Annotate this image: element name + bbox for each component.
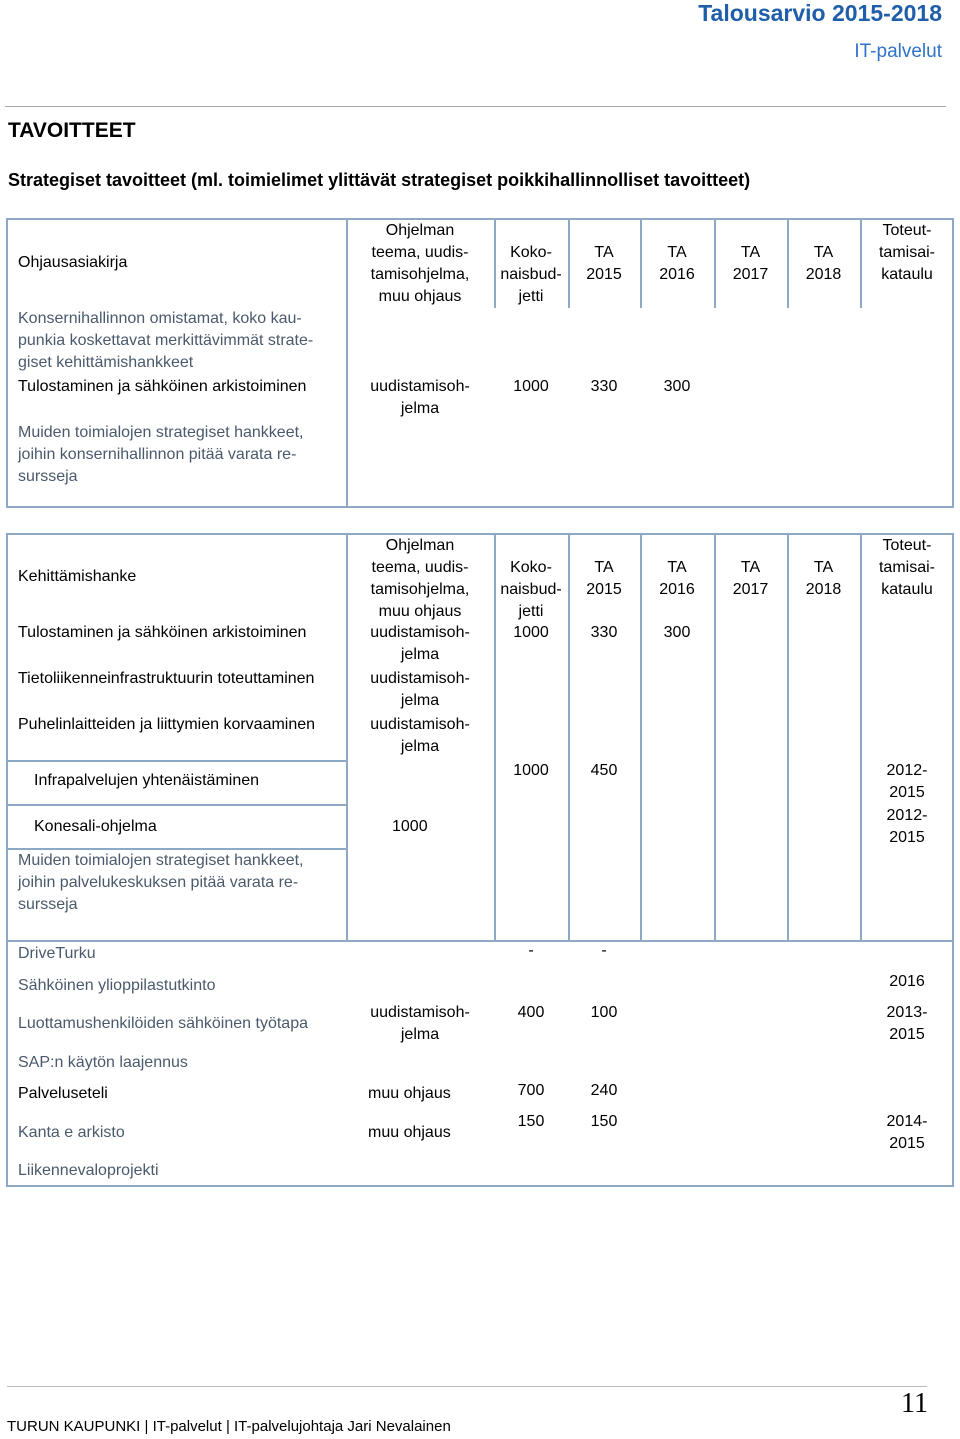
list-item-name: Sähköinen ylioppilastutkinto xyxy=(18,977,216,994)
table-row-timeline: 2012- 2015 xyxy=(886,762,928,801)
page-footer: TURUN KAUPUNKI | IT-palvelut | IT-palvelujohtaja Jari Nevalainen xyxy=(7,1418,451,1435)
list-item-name: SAP:n käytön laajennus xyxy=(18,1054,188,1071)
table-row-name: Puhelinlaitteiden ja liittymien korvaaminen xyxy=(18,716,316,733)
header-ta2016: TA 2016 xyxy=(659,244,695,283)
list-item-program: muu ohjaus xyxy=(368,1085,451,1102)
table-row-program: uudistamisoh- jelma xyxy=(370,670,470,709)
table-development-projects xyxy=(6,533,954,1187)
header-ta2017: TA 2017 xyxy=(732,559,769,598)
other-projects-label: Muiden toimialojen strategiset hankkeet, joihin palvelukeskuksen pitää varata re- sursseja xyxy=(18,852,304,913)
header-total-budget: Koko- naisbud- jetti xyxy=(500,559,562,620)
list-item-timeline: 2016 xyxy=(889,973,925,990)
list-item-timeline: 2013- 2015 xyxy=(886,1004,928,1043)
table-row-name: Konesali-ohjelma xyxy=(34,818,157,835)
table-strategic-goals xyxy=(6,218,954,508)
list-item-name: Palveluseteli xyxy=(18,1085,108,1102)
header-kehittamishanke: Kehittämishanke xyxy=(18,568,137,585)
document-title: Talousarvio 2015-2018 xyxy=(698,0,942,26)
row-divider xyxy=(8,940,952,942)
list-item-name: Luottamushenkilöiden sähköinen työtapa xyxy=(18,1015,308,1032)
row-ta2015: 330 xyxy=(590,378,618,395)
header-ta2015: TA 2015 xyxy=(586,244,622,283)
footer-label-other: Muiden toimialojen strategiset hankkeet, joihin konsernihallinnon pitää varata re- sursseja xyxy=(18,424,304,485)
list-item-name: Liikennevaloprojekti xyxy=(18,1162,159,1179)
list-item-total: 700 xyxy=(517,1082,545,1099)
list-item-program: muu ohjaus xyxy=(368,1124,451,1141)
header-timeline: Toteut- tamisai- kataulu xyxy=(878,222,935,283)
footer-divider xyxy=(7,1386,927,1387)
header-ohjausasiakirja: Ohjausasiakirja xyxy=(18,254,128,271)
table-row-ta2015: 450 xyxy=(590,762,618,779)
list-item-ta2015: - xyxy=(601,942,607,959)
table-row-total: 1000 xyxy=(513,762,549,779)
table-row-timeline: 2012- 2015 xyxy=(886,807,928,846)
list-item-name: DriveTurku xyxy=(18,945,96,962)
section-subheading: Strategiset tavoitteet (ml. toimielimet ylittävät strategiset poikkihallinnolliset tavoitteet) xyxy=(8,170,751,190)
header-total-budget: Koko- naisbud- jetti xyxy=(500,244,562,305)
row-program: uudistamisoh- jelma xyxy=(370,378,470,417)
table-row-name: Infrapalvelujen yhtenäistäminen xyxy=(34,772,260,789)
header-divider xyxy=(5,106,946,107)
header-ta2018: TA 2018 xyxy=(805,559,842,598)
header-ta2018: TA 2018 xyxy=(805,244,842,283)
table-row-ta2015: 330 xyxy=(590,624,618,641)
list-item-name: Kanta e arkisto xyxy=(18,1124,125,1141)
page-number: 11 xyxy=(901,1388,928,1419)
table-row-program: uudistamisoh- jelma xyxy=(370,624,470,663)
table-row-program: uudistamisoh- jelma xyxy=(370,716,470,755)
table-row-name: Tietoliikenneinfrastruktuurin toteuttaminen xyxy=(18,670,315,687)
row-total: 1000 xyxy=(513,378,549,395)
list-item-total: - xyxy=(528,942,534,959)
header-timeline: Toteut- tamisai- kataulu xyxy=(878,537,935,598)
table-row-name: Tulostaminen ja sähköinen arkistoiminen xyxy=(18,624,307,641)
header-ta2016: TA 2016 xyxy=(659,559,695,598)
list-item-ta2015: 240 xyxy=(590,1082,618,1099)
header-ta2015: TA 2015 xyxy=(586,559,622,598)
row-divider xyxy=(8,760,346,762)
list-item-program: uudistamisoh- jelma xyxy=(370,1004,470,1043)
header-program: Ohjelman teema, uudis- tamisohjelma, muu ohjaus xyxy=(370,537,470,620)
list-item-total: 400 xyxy=(517,1004,545,1021)
list-item-ta2015: 150 xyxy=(590,1113,618,1130)
row-ta2016: 300 xyxy=(663,378,691,395)
header-ta2017: TA 2017 xyxy=(732,244,769,283)
table-row-ta2016: 300 xyxy=(663,624,691,641)
row-name: Tulostaminen ja sähköinen arkistoiminen xyxy=(18,378,307,395)
header-program: Ohjelman teema, uudis- tamisohjelma, muu ohjaus xyxy=(370,222,470,305)
section-label-konserni: Konsernihallinnon omistamat, koko kau- punkia koskettavat merkittävimmät strate- giset kehittämishankkeet xyxy=(18,310,314,371)
document-subtitle: IT-palvelut xyxy=(854,41,942,62)
list-item-ta2015: 100 xyxy=(590,1004,618,1021)
list-item-timeline: 2014- 2015 xyxy=(886,1113,928,1152)
list-item-total: 150 xyxy=(517,1113,545,1130)
row-divider xyxy=(8,804,346,806)
section-heading: TAVOITTEET xyxy=(8,119,136,142)
table-row-program: 1000 xyxy=(392,818,428,835)
table-row-total: 1000 xyxy=(513,624,549,641)
